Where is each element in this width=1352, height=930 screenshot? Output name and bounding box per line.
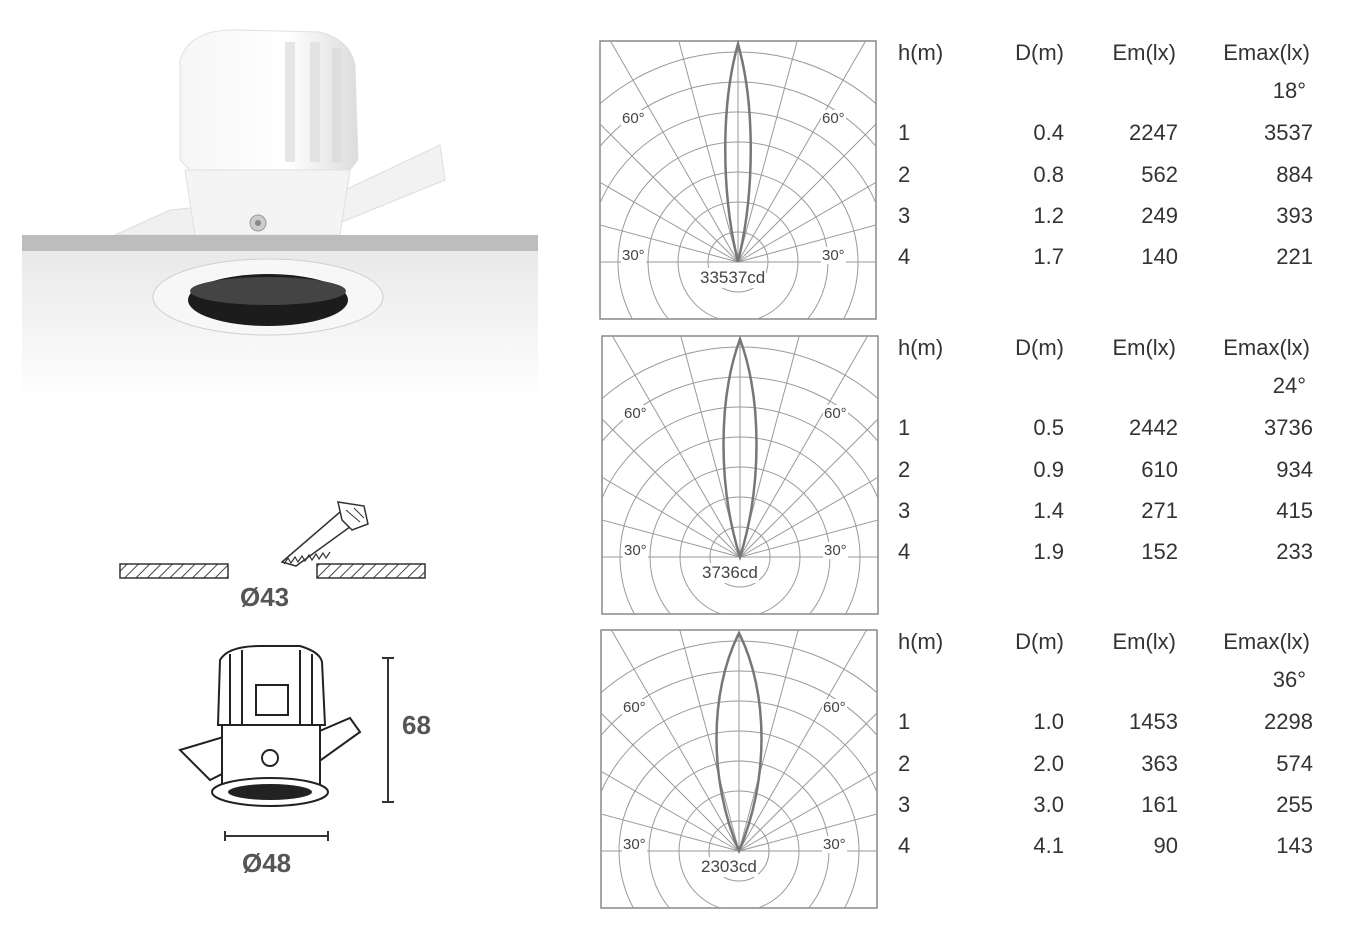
table-row xyxy=(898,457,1318,487)
table-cell: 4 xyxy=(898,833,911,858)
angle-30-right-label: 30° xyxy=(822,247,845,264)
table-cell: 1 xyxy=(898,415,911,440)
column-header: D(m) xyxy=(1015,629,1064,654)
angle-60-right-label: 60° xyxy=(822,110,845,127)
table-cell: 1 xyxy=(898,709,911,734)
product-photo xyxy=(20,20,540,410)
table-cell: 221 xyxy=(1276,244,1313,269)
table-cell: 393 xyxy=(1276,203,1313,228)
peak-intensity-label: 2303cd xyxy=(701,857,757,876)
column-header: h(m) xyxy=(898,335,944,360)
table-cell: 363 xyxy=(1141,751,1178,776)
table-cell: 4 xyxy=(898,539,911,564)
peak-intensity-label: 3736cd xyxy=(702,563,758,582)
table-header xyxy=(898,335,1318,365)
table-row xyxy=(898,244,1318,274)
table-header xyxy=(898,629,1318,659)
table-cell: 1.0 xyxy=(1033,709,1064,734)
table-header xyxy=(898,40,1318,70)
table-cell: 143 xyxy=(1276,833,1313,858)
column-header: Em(lx) xyxy=(1112,335,1176,360)
table-cell: 1.9 xyxy=(1033,539,1064,564)
polar-diagram xyxy=(599,40,877,320)
table-cell: 140 xyxy=(1141,244,1178,269)
beam-angle-label: 36° xyxy=(1272,667,1306,692)
table-cell: 161 xyxy=(1141,792,1178,817)
table-cell: 1.7 xyxy=(1033,244,1064,269)
table-row xyxy=(898,203,1318,233)
beam-angle-label: 18° xyxy=(1272,78,1306,103)
column-header: Emax(lx) xyxy=(1223,335,1310,360)
table-cell: 1 xyxy=(898,120,911,145)
table-cell: 562 xyxy=(1141,162,1178,187)
table-cell: 2247 xyxy=(1129,120,1178,145)
diameter-label: Ø48 xyxy=(242,848,292,878)
table-cell: 3537 xyxy=(1264,120,1313,145)
angle-60-left-label: 60° xyxy=(624,405,647,422)
table-cell: 233 xyxy=(1276,539,1313,564)
angle-30-right-label: 30° xyxy=(823,836,846,853)
table-row xyxy=(898,162,1318,192)
table-cell: 415 xyxy=(1276,498,1313,523)
table-cell: 1453 xyxy=(1129,709,1178,734)
polar-diagram xyxy=(601,335,879,615)
table-row xyxy=(898,709,1318,739)
angle-60-left-label: 60° xyxy=(622,110,645,127)
angle-30-left-label: 30° xyxy=(624,542,647,559)
table-cell: 3 xyxy=(898,498,911,523)
table-cell: 3.0 xyxy=(1033,792,1064,817)
table-row xyxy=(898,833,1318,863)
column-header: D(m) xyxy=(1015,40,1064,65)
column-header: Em(lx) xyxy=(1112,40,1176,65)
column-header: Emax(lx) xyxy=(1223,629,1310,654)
table-cell: 3 xyxy=(898,203,911,228)
table-cell: 249 xyxy=(1141,203,1178,228)
saw-icon xyxy=(282,502,368,566)
column-header: h(m) xyxy=(898,40,944,65)
table-cell: 2.0 xyxy=(1033,751,1064,776)
table-cell: 4.1 xyxy=(1033,833,1064,858)
cutout-diagram xyxy=(110,490,440,620)
table-cell: 2298 xyxy=(1264,709,1313,734)
table-cell: 0.4 xyxy=(1033,120,1064,145)
angle-30-right-label: 30° xyxy=(824,542,847,559)
table-cell: 610 xyxy=(1141,457,1178,482)
column-header: Em(lx) xyxy=(1112,629,1176,654)
column-header: Emax(lx) xyxy=(1223,40,1310,65)
table-cell: 2442 xyxy=(1129,415,1178,440)
table-cell: 255 xyxy=(1276,792,1313,817)
table-row xyxy=(898,792,1318,822)
beam-angle-label: 24° xyxy=(1272,373,1306,398)
table-row xyxy=(898,539,1318,569)
table-cell: 271 xyxy=(1141,498,1178,523)
table-row xyxy=(898,415,1318,445)
angle-30-left-label: 30° xyxy=(622,247,645,264)
table-cell: 152 xyxy=(1141,539,1178,564)
cutout-diameter-label: Ø43 xyxy=(240,582,290,612)
table-cell: 90 xyxy=(1153,833,1178,858)
table-cell: 934 xyxy=(1276,457,1313,482)
table-cell: 2 xyxy=(898,162,911,187)
table-cell: 0.5 xyxy=(1033,415,1064,440)
table-cell: 2 xyxy=(898,751,911,776)
table-cell: 4 xyxy=(898,244,911,269)
table-cell: 0.8 xyxy=(1033,162,1064,187)
table-cell: 2 xyxy=(898,457,911,482)
peak-intensity-label: 33537cd xyxy=(700,268,766,287)
table-cell: 574 xyxy=(1276,751,1313,776)
table-cell: 3736 xyxy=(1264,415,1313,440)
table-cell: 1.2 xyxy=(1033,203,1064,228)
table-cell: 3 xyxy=(898,792,911,817)
table-row xyxy=(898,498,1318,528)
angle-60-right-label: 60° xyxy=(823,699,846,716)
polar-diagram xyxy=(600,629,878,909)
table-row xyxy=(898,751,1318,781)
angle-60-left-label: 60° xyxy=(623,699,646,716)
column-header: h(m) xyxy=(898,629,944,654)
table-cell: 1.4 xyxy=(1033,498,1064,523)
column-header: D(m) xyxy=(1015,335,1064,360)
angle-60-right-label: 60° xyxy=(824,405,847,422)
table-cell: 884 xyxy=(1276,162,1313,187)
table-cell: 0.9 xyxy=(1033,457,1064,482)
dimension-drawing xyxy=(160,640,460,890)
height-label: 68 xyxy=(402,710,431,740)
table-row xyxy=(898,120,1318,150)
angle-30-left-label: 30° xyxy=(623,836,646,853)
